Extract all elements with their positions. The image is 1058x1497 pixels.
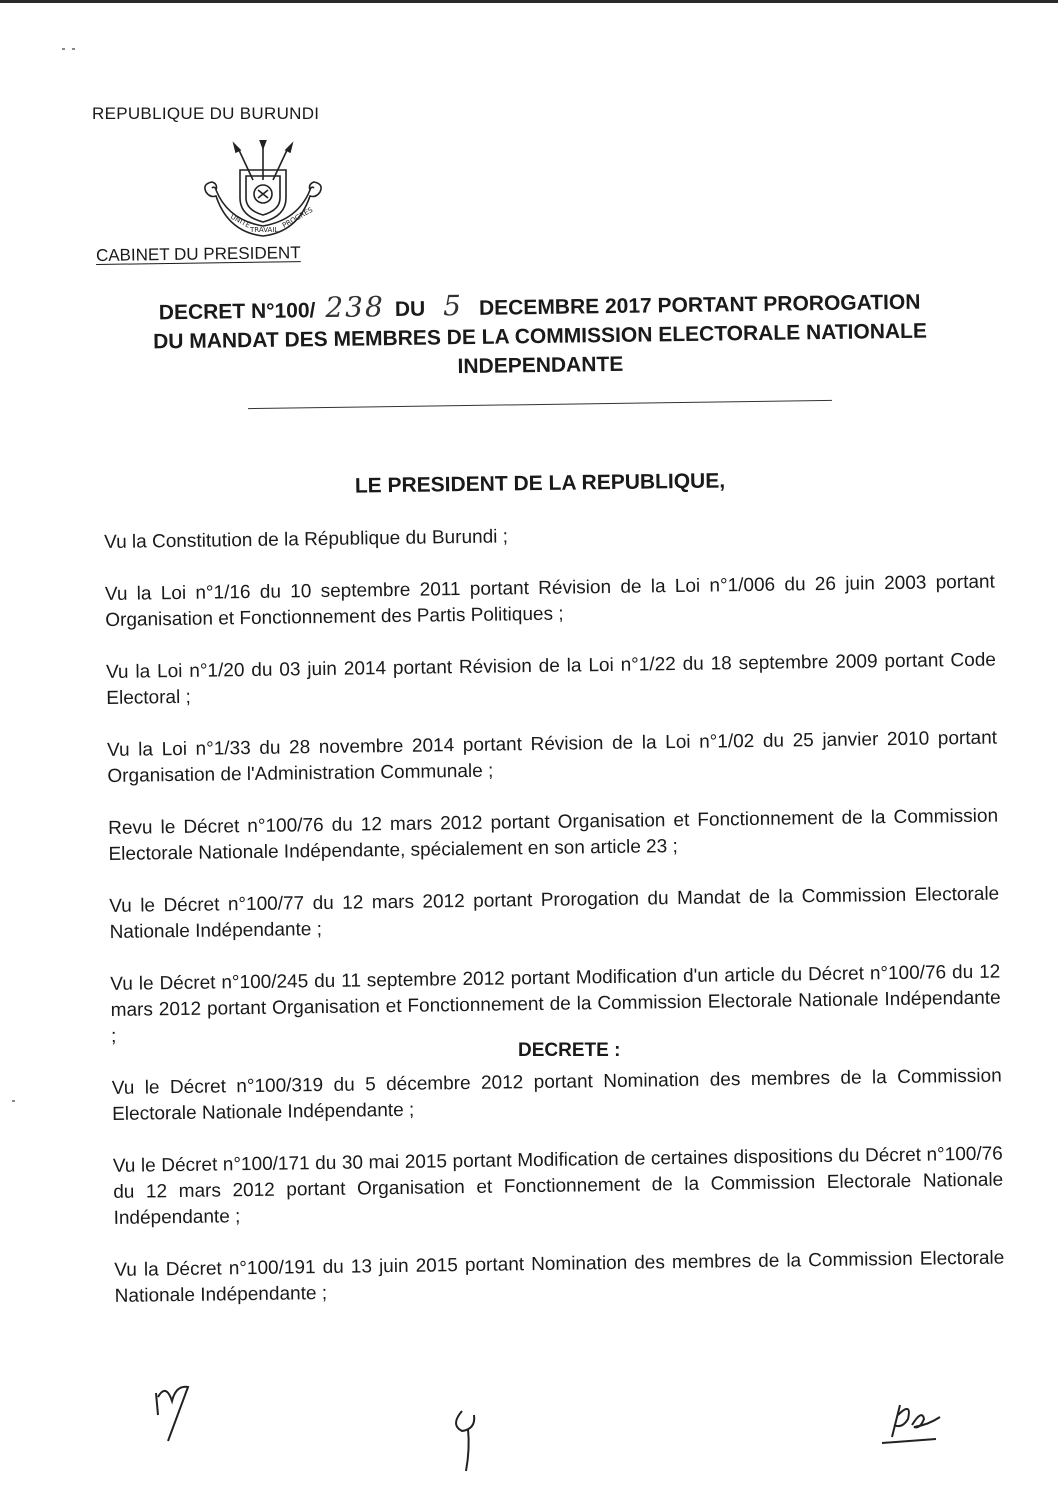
decree-title-line-2: DU MANDAT DES MEMBRES DE LA COMMISSION ELECTORALE NATIONALE bbox=[152, 319, 928, 354]
scan-speck bbox=[62, 48, 65, 50]
decree-title-line-3: INDEPENDANTE bbox=[457, 352, 624, 379]
consideration-item: Vu le Décret n°100/245 du 11 septembre 2012 portant Modification d'un article du Décret n°100/76 du 12 mars 2012 portant Organisation et Fonctionnement de la Commission Electorale Nationale Indépendante ; bbox=[110, 961, 1001, 1047]
consideration-item: Vu la Décret n°100/191 du 13 juin 2015 portant Nomination des membres de la Commission Electorale Nationale Indépendante ; bbox=[114, 1247, 1005, 1307]
consideration-item: Vu la Loi n°1/33 du 28 novembre 2014 portant Révision de la Loi n°1/02 du 25 janvier 2010 portant Organisation de l'Administration Communale ; bbox=[106, 727, 998, 787]
consideration-item: Revu le Décret n°100/76 du 12 mars 2012 portant Organisation et Fonctionnement de la Commission Electorale Nationale Indépendante, spécialement en son article 23 ; bbox=[108, 805, 999, 865]
svg-text:UNITÉ: UNITÉ bbox=[229, 212, 252, 230]
consideration-item: Vu la Loi n°1/20 du 03 juin 2014 portant Révision de la Loi n°1/22 du 18 septembre 2009 portant Code Electoral ; bbox=[105, 649, 997, 709]
consideration-item: Vu la Loi n°1/16 du 10 septembre 2011 portant Révision de la Loi n°1/006 du 26 juin 2003 portant Organisation et Fonctionnement des Partis Politiques ; bbox=[104, 571, 995, 631]
consideration-item: Vu le Décret n°100/319 du 5 décembre 2012 portant Nomination des membres de la Commission Electorale Nationale Indépendante ; bbox=[111, 1065, 1002, 1125]
consideration-item: Vu le Décret n°100/77 du 12 mars 2012 portant Prorogation du Mandat de la Commission Electorale Nationale Indépendante ; bbox=[109, 883, 1000, 943]
title-divider bbox=[248, 400, 832, 409]
svg-text:PROGRÈS: PROGRÈS bbox=[281, 205, 315, 230]
decree-title bbox=[99, 284, 980, 386]
decree-number-handwritten: 238 bbox=[325, 290, 386, 324]
initials-right bbox=[878, 1395, 958, 1455]
burundi-coat-of-arms-icon bbox=[198, 140, 328, 240]
svg-text:TRAVAIL: TRAVAIL bbox=[250, 226, 279, 234]
consideration-item: Vu le Décret n°100/171 du 30 mai 2015 portant Modification de certaines dispositions du Décret n°100/76 du 12 mars 2012 portant Organisation et Fonctionnement de la Commission Electorale Nationale Indépendante ; bbox=[112, 1143, 1004, 1229]
decree-title-line-1-rest: DECEMBRE 2017 PORTANT PROROGATION bbox=[478, 290, 921, 320]
cabinet-heading: CABINET DU PRESIDENT bbox=[95, 243, 301, 265]
consideration-item: Vu la Constitution de la République du Burundi ; bbox=[104, 526, 509, 553]
scan-speck bbox=[72, 48, 75, 50]
initials-middle bbox=[448, 1405, 488, 1475]
legal-considerations bbox=[104, 518, 1005, 1336]
scan-speck bbox=[12, 1100, 15, 1102]
decrete-heading: DECRETE : bbox=[518, 1040, 621, 1061]
decree-du: DU bbox=[394, 297, 426, 322]
decree-day-handwritten: 5 bbox=[442, 289, 462, 323]
initials-left bbox=[148, 1375, 208, 1445]
scan-top-edge bbox=[0, 0, 1058, 3]
republic-heading: REPUBLIQUE DU BURUNDI bbox=[92, 104, 320, 123]
president-heading: LE PRESIDENT DE LA REPUBLIQUE, bbox=[354, 469, 726, 498]
decree-number-prefix: DECRET N°100/ bbox=[158, 299, 316, 325]
